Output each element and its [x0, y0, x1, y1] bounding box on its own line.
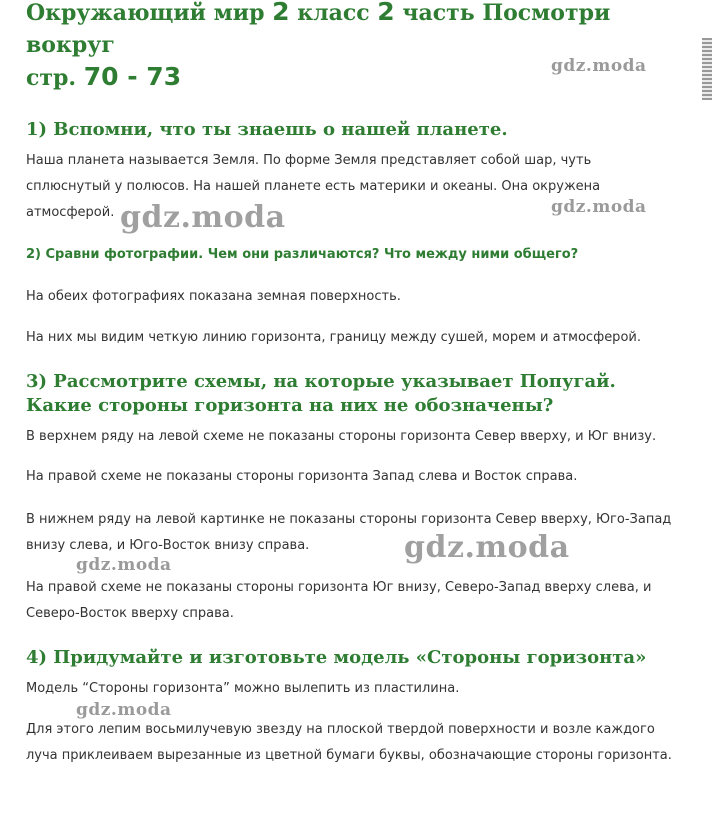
edge-decoration	[702, 38, 712, 100]
section-2-text-1: На обеих фотографиях показана земная поверхность.	[26, 289, 401, 304]
section-4-text-2: Для этого лепим восьмилучевую звезду на плоской твердой поверхности и возле каждого луча приклеиваем вырезанные из цветной бумаги буквы, обозначающие стороны горизонта.	[26, 722, 672, 763]
title-part-number: 2	[377, 0, 395, 26]
page-title	[26, 0, 686, 94]
watermark: gdz.moda	[76, 555, 172, 575]
section-3-text-3: В нижнем ряду на левой картинке не показаны стороны горизонта Север вверху, Юго-Запад внизу слева, и Юго-Восток внизу справа.	[26, 512, 672, 553]
title-grade: 2	[272, 0, 290, 26]
title-text: класс	[289, 0, 378, 26]
section-3-heading: 3) Рассмотрите схемы, на которые указывает Попугай. Какие стороны горизонта на них не обозначены?	[26, 371, 616, 416]
watermark: gdz.moda	[551, 197, 647, 217]
section-1-text: Наша планета называется Земля. По форме Земля представляет собой шар, чуть сплюснутый у полюсов. На нашей планете есть материки и океаны. Она окружена атмосферой.	[26, 153, 601, 220]
title-pages: 70 - 73	[83, 62, 182, 91]
watermark: gdz.moda	[551, 56, 647, 76]
section-1-heading: 1) Вспомни, что ты знаешь о нашей планете.	[26, 119, 508, 140]
section-2-text-2: На них мы видим четкую линию горизонта, границу между сушей, морем и атмосферой.	[26, 330, 641, 345]
title-text: часть Посмотри вокруг	[26, 0, 611, 58]
section-4-text-1: Модель “Стороны горизонта” можно вылепить из пластилина.	[26, 681, 460, 696]
section-4-heading: 4) Придумайте и изготовьте модель «Стороны горизонта»	[26, 647, 647, 668]
title-text: стр.	[26, 65, 84, 91]
title-text: Окружающий мир	[26, 0, 273, 26]
section-3-text-2: На правой схеме не показаны стороны горизонта Запад слева и Восток справа.	[26, 469, 578, 484]
watermark-large: gdz.moda	[120, 200, 286, 235]
section-3-text-4: На правой схеме не показаны стороны горизонта Юг внизу, Северо-Запад вверху слева, и Северо-Восток вверху справа.	[26, 580, 652, 621]
section-3-text-1: В верхнем ряду на левой схеме не показаны стороны горизонта Север вверху, и Юг внизу.	[26, 429, 657, 444]
watermark: gdz.moda	[76, 700, 172, 720]
watermark-large: gdz.moda	[404, 530, 570, 565]
section-2-heading: 2) Сравни фотографии. Чем они различаются? Что между ними общего?	[26, 247, 579, 262]
